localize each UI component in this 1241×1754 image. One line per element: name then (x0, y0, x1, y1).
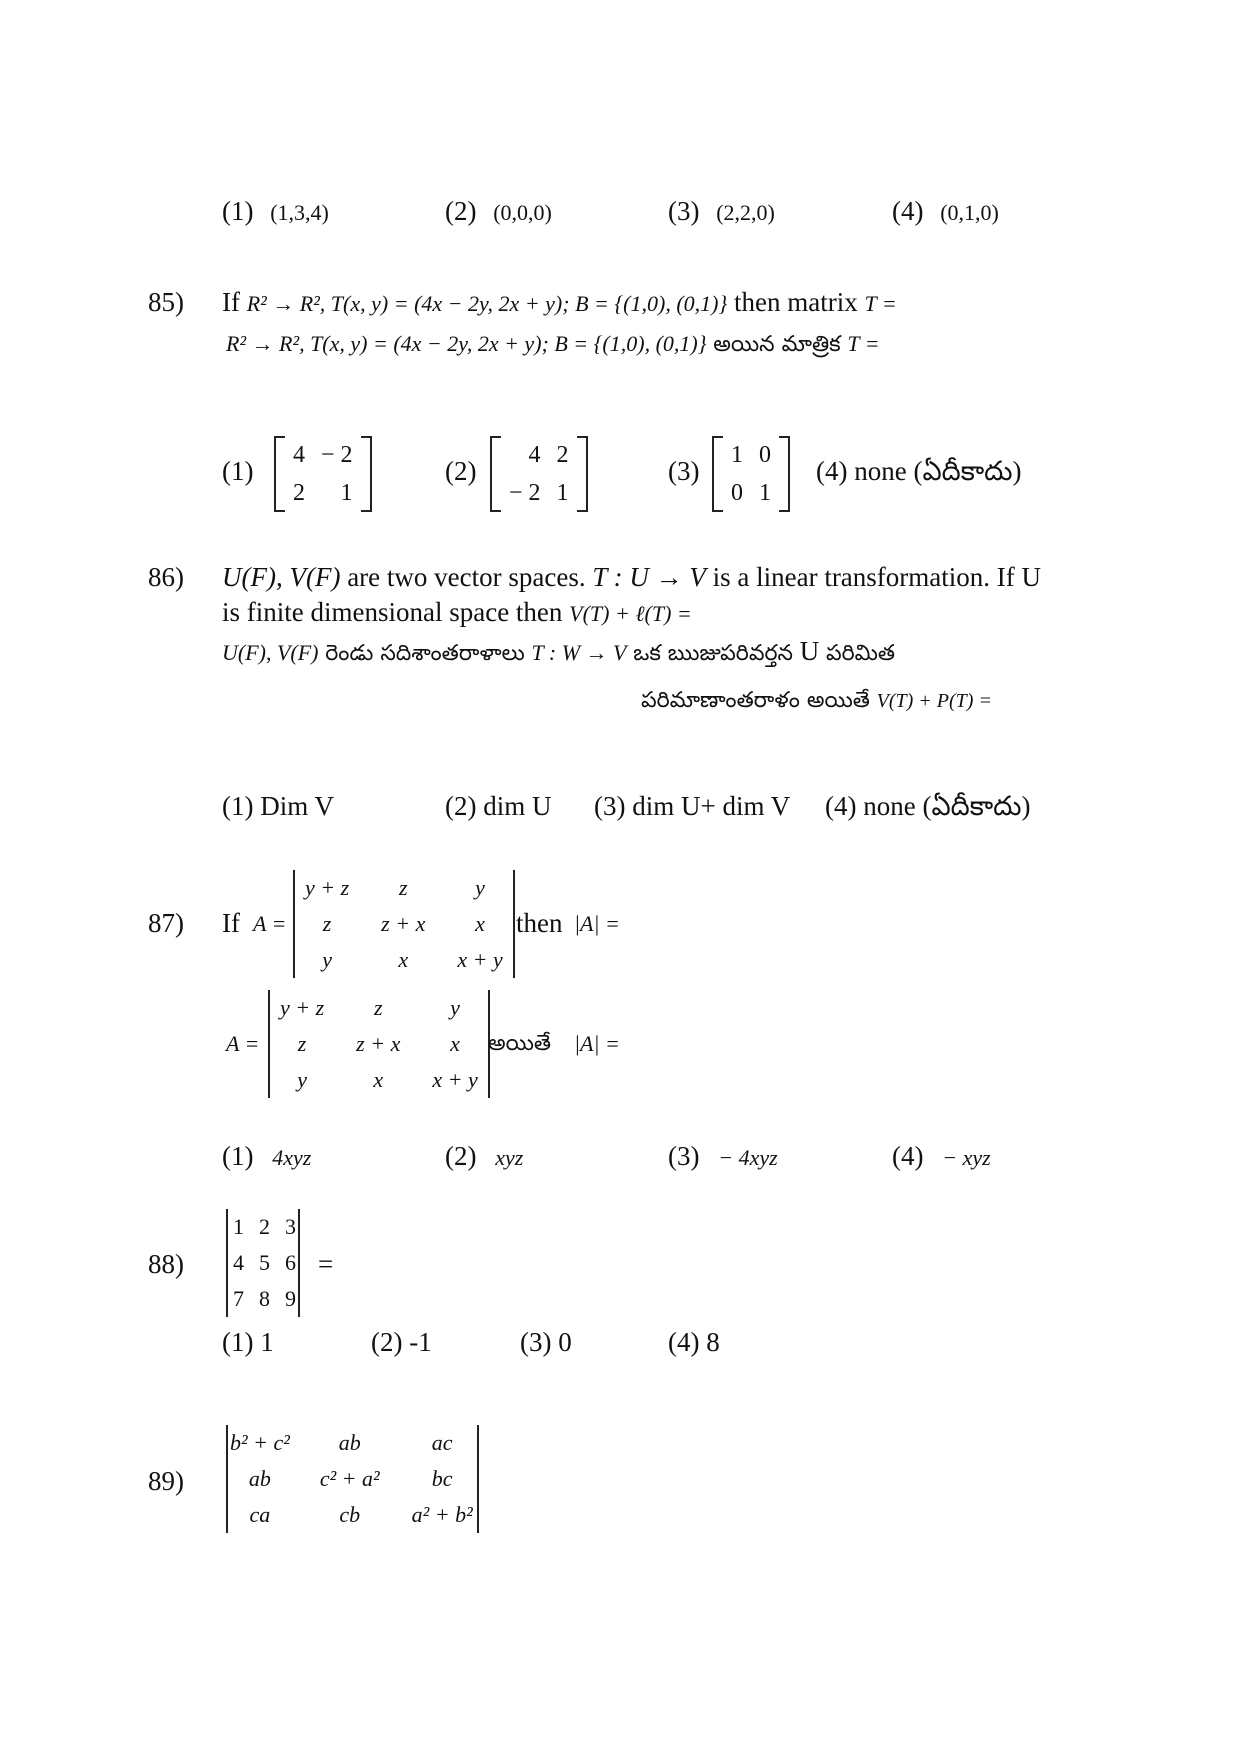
q87-te-cell: y (297, 1067, 307, 1092)
q84-option-2 (445, 196, 552, 227)
q85-en-end: T = (864, 291, 897, 316)
q85-if: If (222, 287, 240, 317)
q87-te-cell: x + y (432, 1067, 478, 1092)
q87-te-cell: y (450, 995, 460, 1020)
q87-cell: z (398, 875, 408, 900)
q89-cell: c² + a² (319, 1466, 380, 1491)
right-bracket (361, 436, 372, 512)
q85-opt3-num: (3) (668, 456, 700, 486)
q88-cell: 1 (233, 1214, 244, 1239)
q85-en-math: R² → R², T(x, y) = (4x − 2y, 2x + y); B = {(1,0), (0,1)} (246, 291, 728, 316)
q85-number: 85) (148, 287, 184, 317)
q86-option-1: (1) Dim V (222, 791, 334, 821)
right-bracket (577, 436, 588, 512)
q86-math1: U(F), V(F) (222, 562, 341, 592)
det-right-bar (477, 1425, 479, 1533)
q85-opt2-cell: 2 (556, 441, 569, 468)
q89-determinant (226, 1425, 479, 1533)
q88-option-3: (3) 0 (520, 1327, 572, 1357)
q89-cell: ac (431, 1430, 453, 1455)
q89-cell: bc (431, 1466, 453, 1491)
q86-te-text1: రెండు సదిశాంతరాళాలు (325, 641, 525, 666)
q86-line2 (222, 597, 692, 628)
q87-option-1-num: (1) (222, 1141, 254, 1171)
q89-cell: ca (249, 1502, 271, 1527)
q87-option-1 (222, 1141, 311, 1172)
q87-cell: x (475, 911, 485, 936)
q87-abs: |A| = (574, 911, 620, 936)
q87-cell: y (475, 875, 485, 900)
q84-option-3-num: (3) (668, 196, 700, 226)
q85-opt2-cell: 1 (556, 479, 569, 506)
right-bracket (779, 436, 790, 512)
q88-option-1: (1) 1 (222, 1327, 274, 1357)
q87-te-cell: x (373, 1067, 384, 1092)
q85-opt3-cell: 1 (731, 441, 743, 468)
q88-option-2: (2) -1 (371, 1327, 432, 1357)
q87-te-determinant (268, 990, 490, 1098)
q85-te-math: R² → R², T(x, y) = (4x − 2y, 2x + y); B = {(1,0), (0,1)} (226, 331, 707, 356)
q88-cell: 5 (259, 1250, 270, 1275)
q86-text2: is a linear transformation. If U (712, 562, 1041, 592)
q84-option-1-num: (1) (222, 196, 254, 226)
q86-line2-text: is finite dimensional space then (222, 597, 563, 627)
q86-te-line2-text: పరిమాణాంతరాళం అయితే (641, 688, 870, 713)
q89-cell: ab (338, 1430, 361, 1455)
q87-cell: x + y (457, 947, 503, 972)
q89-cell: b² + c² (230, 1430, 290, 1455)
q89-cell: cb (339, 1502, 361, 1527)
q85-opt1-cell: 2 (293, 479, 305, 506)
q85-opt3-cell: 0 (731, 479, 743, 506)
q87-option-4-value: − xyz (942, 1145, 991, 1170)
q84-option-3-value: (2,2,0) (716, 200, 775, 225)
q85-opt1-matrix (274, 436, 372, 512)
q84-option-3 (668, 196, 775, 227)
q87-cell: z + x (381, 911, 426, 936)
q86-te-math1: U(F), V(F) (222, 640, 319, 665)
q85-opt3-cell: 0 (759, 441, 771, 468)
q86-option-3: (3) dim U+ dim V (594, 791, 791, 821)
q88-cell: 3 (285, 1214, 296, 1239)
q87-number: 87) (148, 908, 184, 938)
q86-te-text3: పరిమిత (825, 641, 896, 666)
q87-option-2-value: xyz (495, 1145, 524, 1170)
q86-te-line2-math: V(T) + P(T) = (876, 690, 992, 712)
q88-option-4: (4) 8 (668, 1327, 720, 1357)
q84-option-4-num: (4) (892, 196, 924, 226)
q85-english-line (222, 287, 897, 318)
q88-cell: 7 (233, 1286, 244, 1311)
q87-option-2-num: (2) (445, 1141, 477, 1171)
q85-telugu-line (226, 327, 880, 362)
q85-opt2-matrix (490, 436, 588, 512)
q88-cell: 2 (259, 1214, 270, 1239)
q87-te-cell: y + z (280, 995, 325, 1020)
q87-cell: y + z (305, 875, 350, 900)
q84-option-1 (222, 196, 329, 227)
q84-option-4 (892, 196, 999, 227)
q87-cell: x (398, 947, 409, 972)
q86-math2: T : U → V (592, 562, 706, 592)
q86-line1 (222, 562, 1041, 593)
q89-number: 89) (148, 1466, 184, 1496)
q86-option-2: (2) dim U (445, 791, 552, 821)
q87-option-1-value: 4xyz (272, 1145, 312, 1170)
q88-determinant (226, 1209, 300, 1317)
q87-cell: z (322, 911, 332, 936)
q85-te-end: T = (847, 331, 880, 356)
q85-opt2-cell: − 2 (509, 479, 541, 506)
q87-option-4-num: (4) (892, 1141, 924, 1171)
q87-lhs: A = (253, 911, 287, 936)
q86-option-4: (4) none (ఏదీకాదు) (825, 791, 1031, 821)
q87-if: If (222, 908, 240, 938)
q88-cell: 6 (285, 1250, 296, 1275)
q87-te-cell: z + x (356, 1031, 401, 1056)
q88-eq: = (318, 1249, 334, 1279)
q88-cell: 9 (285, 1286, 296, 1311)
left-bracket (712, 436, 723, 512)
q85-opt1-cell: − 2 (321, 441, 353, 468)
q85-opt1-cell: 1 (340, 479, 353, 506)
q87-te-cell: x (450, 1031, 460, 1056)
q84-option-4-value: (0,1,0) (940, 200, 999, 225)
left-bracket (490, 436, 501, 512)
left-bracket (274, 436, 285, 512)
q87-te-cell: z (373, 995, 383, 1020)
q85-opt4: (4) none (ఏదీకాదు) (816, 456, 1022, 486)
q84-option-2-value: (0,0,0) (493, 200, 552, 225)
q86-line2-math: V(T) + ℓ(T) = (569, 601, 692, 626)
det-right-bar (513, 870, 515, 978)
q85-opt2-cell: 4 (528, 441, 541, 468)
q87-te-lhs: A = (226, 1031, 260, 1056)
q87-option-4 (892, 1141, 991, 1172)
q87-option-3-value: − 4xyz (718, 1145, 778, 1170)
q86-te-line2 (641, 683, 992, 718)
q84-option-1-value: (1,3,4) (270, 200, 329, 225)
q85-en-tail: then matrix (734, 287, 858, 317)
q88-number: 88) (148, 1249, 184, 1279)
q88-cell: 8 (259, 1286, 270, 1311)
q86-te-line1 (222, 636, 895, 671)
q87-te-cell: z (297, 1031, 307, 1056)
q87-cell: y (322, 947, 332, 972)
q86-te-math2: T : W → V (531, 640, 627, 665)
q86-text1: are two vector spaces. (347, 562, 586, 592)
q87-determinant (293, 870, 515, 978)
q85-opt3-cell: 1 (759, 479, 771, 506)
q87-te-abs: |A| = (574, 1031, 620, 1056)
q85-opt1-num: (1) (222, 456, 254, 486)
q87-option-3 (668, 1141, 778, 1172)
q87-te-text: అయితే (488, 1031, 552, 1056)
q89-cell: ab (248, 1466, 271, 1491)
det-right-bar (298, 1209, 300, 1317)
q86-te-text2: ఒక ఋజుపరివర్తన (633, 641, 793, 666)
q86-number: 86) (148, 562, 184, 592)
q85-opt2-num: (2) (445, 456, 477, 486)
q87-option-2 (445, 1141, 523, 1172)
q88-cell: 4 (233, 1250, 244, 1275)
q85-te-text: అయిన మాత్రిక (713, 332, 841, 357)
q86-te-u: U (799, 636, 820, 666)
q87-then: then (516, 908, 563, 938)
q89-cell: a² + b² (411, 1502, 473, 1527)
q84-option-2-num: (2) (445, 196, 477, 226)
q85-opt1-cell: 4 (293, 441, 305, 468)
q85-opt3-matrix (712, 436, 790, 512)
q87-option-3-num: (3) (668, 1141, 700, 1171)
